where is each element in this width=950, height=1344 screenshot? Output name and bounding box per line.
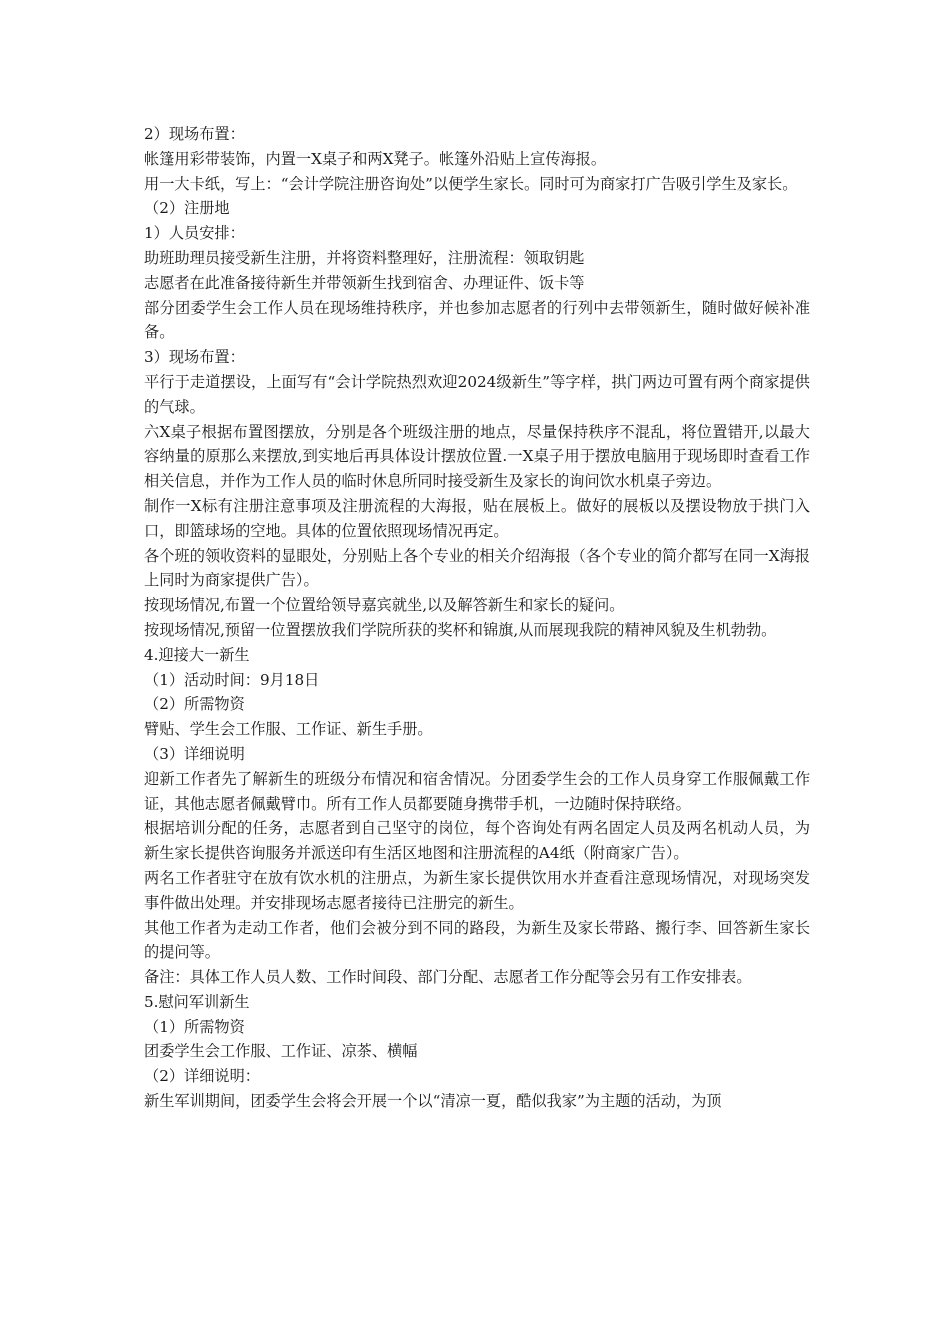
paragraph: 备注：具体工作人员人数、工作时间段、部门分配、志愿者工作分配等会另有工作安排表。: [144, 968, 752, 987]
paragraph: 制作一X标有注册注意事项及注册流程的大海报，贴在展板上。做好的展板以及摆设物放于拱门入口，即篮球场的空地。具体的位置依照现场情况再定。: [144, 496, 810, 540]
paragraph: 团委学生会工作服、工作证、凉茶、横幅: [144, 1042, 418, 1061]
paragraph: 1）人员安排：: [144, 224, 245, 243]
paragraph: 六X桌子根据布置图摆放，分别是各个班级注册的地点，尽量保持秩序不混乱，将位置错开,以最大容纳量的原那么来摆放,到实地后再具体设计摆放位置.一X桌子用于摆放电脑用于现场即时查看工作相关信息，并作为工作人员的临时休息所同时接受新生及家长的询问饮水机桌子旁边。: [144, 422, 810, 491]
paragraph: 迎新工作者先了解新生的班级分布情况和宿舍情况。分团委学生会的工作人员身穿工作服佩戴工作证，其他志愿者佩戴臂巾。所有工作人员都要随身携带手机，一边随时保持联络。: [144, 769, 810, 813]
paragraph: 2）现场布置：: [144, 125, 245, 143]
paragraph: 助班助理员接受新生注册，并将资料整理好，注册流程：领取钥匙: [144, 248, 585, 267]
section-heading: 4.迎接大一新生: [144, 645, 250, 664]
paragraph: 按现场情况,预留一位置摆放我们学院所获的奖杯和锦旗,从而展现我院的精神风貌及生机勃勃。: [144, 620, 777, 639]
paragraph: 平行于走道摆设，上面写有“会计学院热烈欢迎2024级新生”等字样，拱门两边可置有两个商家提供的气球。: [144, 372, 810, 416]
paragraph: 根据培训分配的任务，志愿者到自己坚守的岗位，每个咨询处有两名固定人员及两名机动人员，为新生家长提供咨询服务并派送印有生活区地图和注册流程的A4纸（附商家广告）。: [144, 819, 810, 863]
paragraph: （2）注册地: [144, 199, 230, 218]
paragraph: （2）所需物资: [144, 695, 245, 714]
paragraph: 按现场情况,布置一个位置给领导嘉宾就坐,以及解答新生和家长的疑问。: [144, 596, 625, 615]
paragraph: （1）活动时间：9月18日: [144, 670, 320, 689]
paragraph: 其他工作者为走动工作者，他们会被分到不同的路段，为新生及家长带路、搬行李、回答新生家长的提问等。: [144, 918, 810, 962]
paragraph: 两名工作者驻守在放有饮水机的注册点，为新生家长提供饮用水并查看注意现场情况，对现场突发事件做出处理。并安排现场志愿者接待已注册完的新生。: [144, 868, 810, 912]
paragraph: 臂贴、学生会工作服、工作证、新生手册。: [144, 720, 433, 739]
paragraph: 用一大卡纸，写上：“会计学院注册咨询处”以便学生家长。同时可为商家打广告吸引学生及家长。: [144, 174, 798, 193]
paragraph: （1）所需物资: [144, 1017, 245, 1036]
paragraph: 各个班的领收资料的显眼处，分别贴上各个专业的相关介绍海报（各个专业的简介都写在同一X海报上同时为商家提供广告）。: [144, 546, 810, 590]
paragraph: 帐篷用彩带装饰，内置一X桌子和两X凳子。帐篷外沿贴上宣传海报。: [144, 149, 607, 168]
section-heading: 5.慰问军训新生: [144, 992, 250, 1011]
paragraph: （3）详细说明: [144, 744, 245, 763]
paragraph: 新生军训期间，团委学生会将会开展一个以“清凉一夏，酷似我家”为主题的活动，为顶: [144, 1092, 722, 1111]
paragraph: 3）现场布置：: [144, 348, 245, 367]
paragraph: （2）详细说明：: [144, 1067, 260, 1086]
paragraph: 志愿者在此准备接待新生并带领新生找到宿舍、办理证件、饭卡等: [144, 273, 585, 292]
document-page: [144, 122, 810, 1114]
paragraph: 部分团委学生会工作人员在现场维持秩序，并也参加志愿者的行列中去带领新生，随时做好候补准备。: [144, 298, 810, 342]
